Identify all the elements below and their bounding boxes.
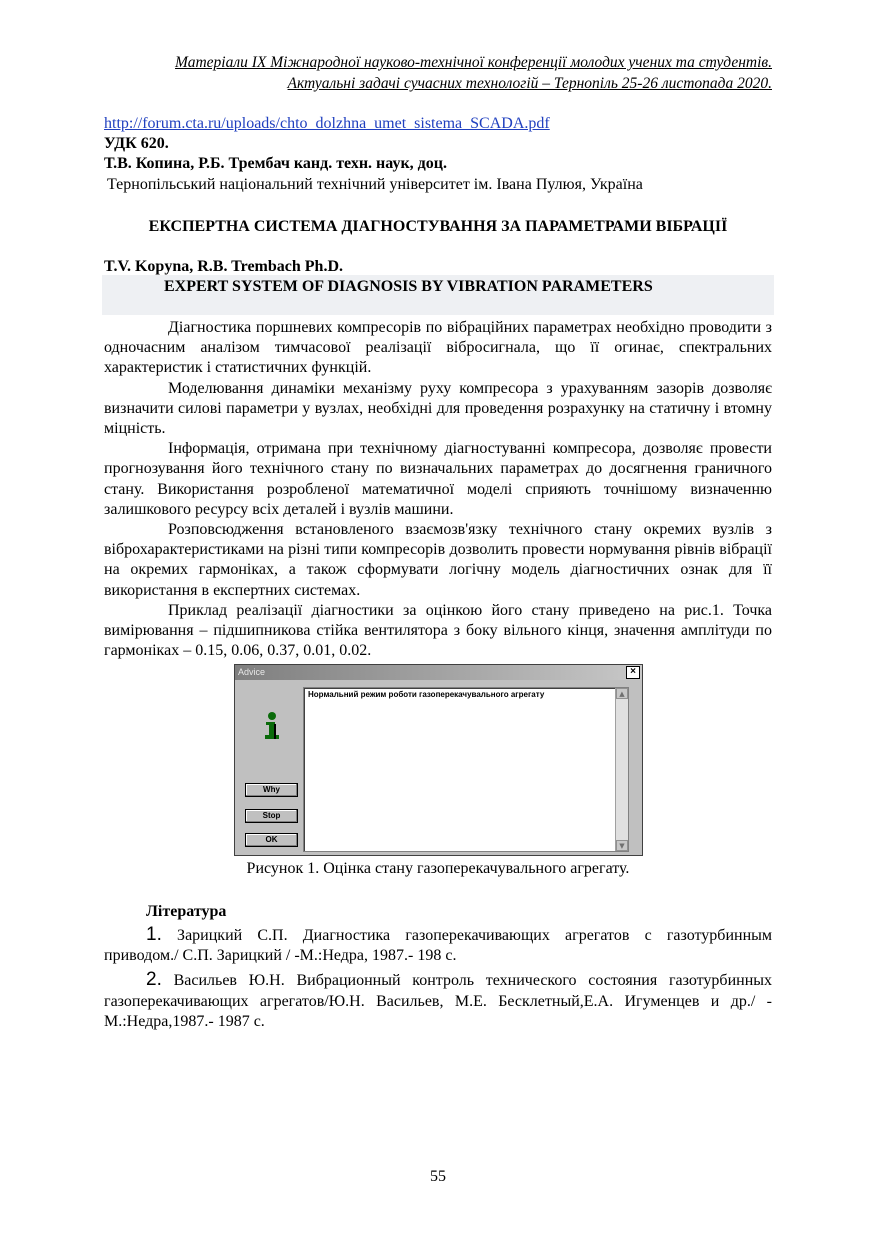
advice-dialog (234, 664, 643, 856)
why-button[interactable]: Why (245, 783, 298, 797)
scroll-down-icon[interactable]: ▼ (616, 840, 628, 851)
page-number: 55 (430, 1168, 446, 1185)
ok-button[interactable]: OK (245, 833, 298, 847)
paragraph: Розповсюдження встановленого взаємозв'язку технічного стану окремих вузлів з віброхарактеристиками на різні типи компресорів дозволить провести нормування рівнів вібрації на окремих гармоніках, а також сформувати логічну модель діагностичних ознак для її використання в експертних системах. (104, 521, 772, 599)
title-ua: ЕКСПЕРТНА СИСТЕМА ДІАГНОСТУВАННЯ ЗА ПАРАМЕТРАМИ ВІБРАЦІЇ (148, 218, 728, 235)
info-icon (261, 711, 283, 741)
running-header-line2: Актуальні задачі сучасних технологій – Тернопіль 25-26 листопада 2020. (287, 75, 772, 92)
reference-text: Зарицкий С.П. Диагностика газоперекачивающих агрегатов с газотурбинным приводом./ С.П. Зарицкий / -М.:Недра, 1987.- 198 с. (104, 927, 773, 965)
advice-text-area[interactable] (303, 687, 629, 852)
reference-item (104, 970, 772, 1032)
udk-code: УДК 620. (104, 135, 169, 152)
reference-item (104, 925, 772, 966)
reference-number: 2. (146, 969, 162, 991)
dialog-title: Advice (235, 665, 642, 680)
reference-text: Васильев Ю.Н. Вибрационный контроль технического состояния газотурбинных газоперекачивающих агрегатов/Ю.Н. Васильев, М.Е. Бесклетный,Е.А. Игуменцев и др./ - М.:Недра,1987.- 1987 с. (104, 972, 773, 1030)
paragraph: Інформація, отримана при технічному діагностуванні компресора, дозволяє провести прогнозування його технічного стану по визначальних параметрах до досягнення граничного стану. Використання розробленої математичної моделі сприяють точнішому визначенню залишкового ресурсу всіх деталей і вузлів машини. (104, 440, 772, 518)
references (104, 925, 772, 1032)
body-text (104, 318, 772, 661)
authors-en: T.V. Kopyna, R.B. Trembach Ph.D. (104, 258, 344, 275)
title-en: EXPERT SYSTEM OF DIAGNOSIS BY VIBRATION PARAMETERS (164, 278, 653, 295)
authors-ua: Т.В. Копина, Р.Б. Трембач канд. техн. наук, доц. (104, 155, 447, 172)
stop-button[interactable]: Stop (245, 809, 298, 823)
affiliation: Тернопільський національний технічний університет ім. Івана Пулюя, Україна (107, 176, 643, 193)
paragraph: Приклад реалізації діагностики за оцінкою його стану приведено на рис.1. Точка вимірювання – підшипникова стійка вентилятора з боку вільного кінця, значення амплітуди по гармоніках – 0.15, 0.06, 0.37, 0.01, 0.02. (104, 601, 772, 660)
running-header-line1: Матеріали IX Міжнародної науково-технічної конференції молодих учених та студентів. (175, 54, 772, 71)
close-icon[interactable]: × (626, 666, 640, 679)
reference-number: 1. (146, 924, 162, 945)
reference-link[interactable]: http://forum.cta.ru/uploads/chto_dolzhna_umet_sistema_SCADA.pdf (104, 115, 550, 132)
vertical-scrollbar[interactable] (615, 688, 628, 851)
figure-caption: Рисунок 1. Оцінка стану газоперекачувального агрегату. (246, 860, 630, 877)
scroll-up-icon[interactable]: ▲ (616, 688, 628, 699)
paragraph: Діагностика поршневих компресорів по вібраційних параметрах необхідно проводити з одночасним аналізом тимчасової реалізації вібросигнала, що її огинає, спектральних характеристик і статистичних функцій. (104, 319, 772, 377)
literature-heading: Література (146, 903, 227, 920)
advice-message: Нормальний режим роботи газоперекачувального агрегату (308, 690, 545, 699)
paragraph: Моделювання динаміки механізму руху компресора з урахуванням зазорів дозволяє визначити силові параметри у вузлах, необхідні для проведення розрахунку на статичну і втомну міцність. (104, 379, 772, 438)
